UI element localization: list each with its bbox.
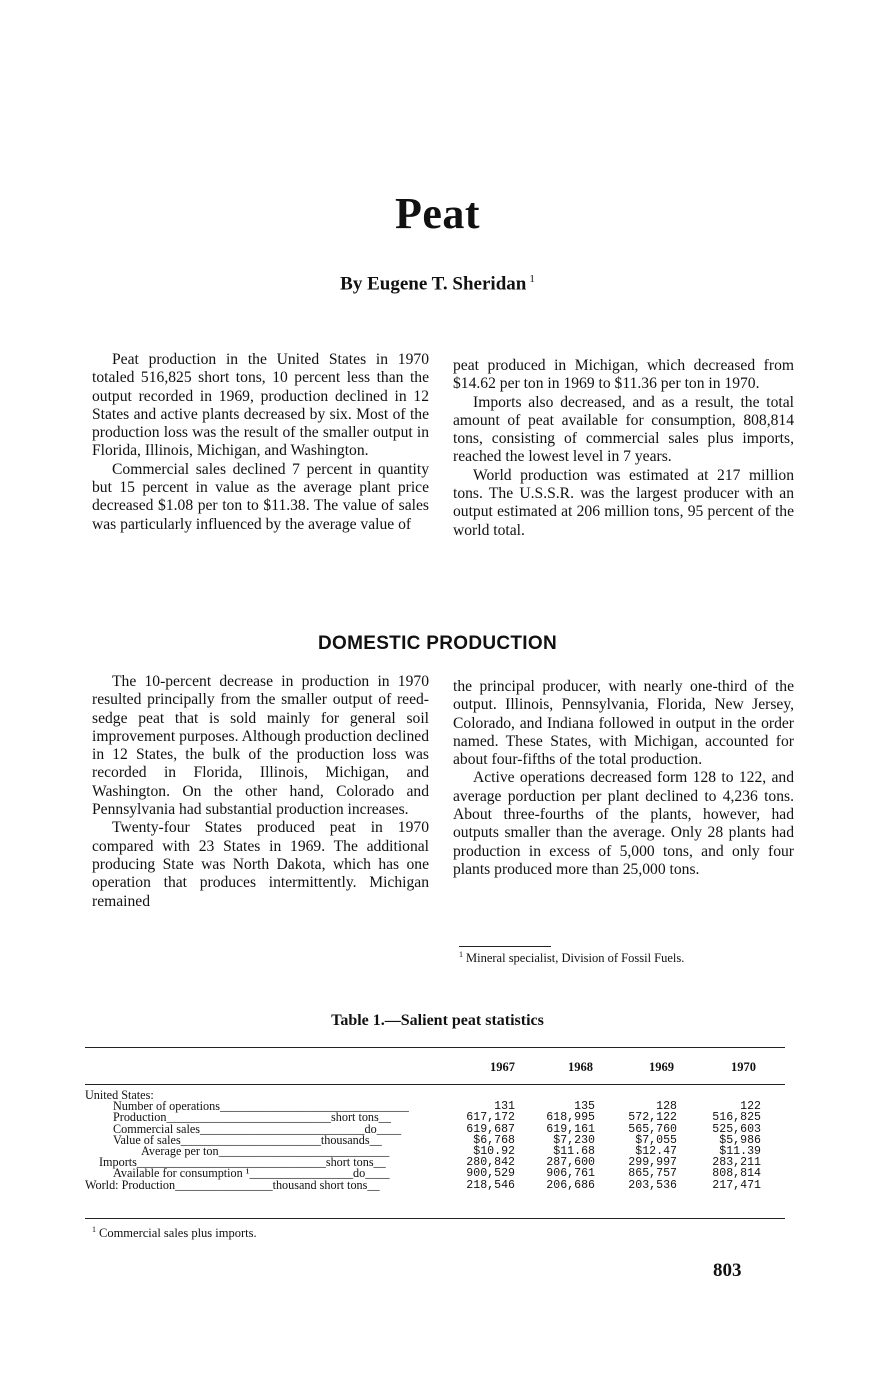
intro-paragraph: World production was estimated at 217 million tons. The U.S.S.R. was the largest producer with an output estimated at 206 million tons, 95 percent of the world total. xyxy=(453,466,794,539)
row-label: Number of operations_______________________________ xyxy=(113,1099,409,1114)
byline xyxy=(0,273,875,295)
domestic-paragraph: Active operations decreased form 128 to 122, and average porduction per plant declined to 4,236 tons. About three-fourths of the plants, however, had outputs smaller than the average. Only 28 plants had production in excess of 5,000 tons, and only four plants produced more than 25,000 tons. xyxy=(453,769,794,878)
table-cell: $10.92 xyxy=(473,1145,515,1158)
table-cell: $7,230 xyxy=(553,1133,595,1147)
table-cell: 525,603 xyxy=(712,1122,761,1136)
table-cell: 287,600 xyxy=(546,1156,595,1170)
row-label: Value of sales_______________________thousands__ xyxy=(113,1132,382,1147)
column-header-1967: 1967 xyxy=(490,1060,515,1074)
row-label: United States: xyxy=(85,1088,154,1102)
table-header-rule xyxy=(85,1084,785,1085)
row-label: Commercial sales___________________________do____ xyxy=(113,1121,402,1136)
table-cell: 128 xyxy=(656,1100,677,1114)
footnote-text: Mineral specialist, Division of Fossil Fuels. xyxy=(466,951,685,966)
table-cell: 619,687 xyxy=(466,1122,515,1136)
table-cell: 565,760 xyxy=(628,1122,677,1136)
intro-left-column xyxy=(92,351,429,534)
domestic-paragraph: The 10-percent decrease in production in 1970 resulted principally from the smaller output of reed-sedge peat that is sold mainly for general soil improvement purposes. Although production declined in 12 States, the bulk of the production loss was recorded in Florida, Illinois, Michigan, and Washington. On the other hand, Colorado and Pennsylvania had substantial production increases. xyxy=(92,673,429,819)
row-label: Average per ton____________________________ xyxy=(141,1144,390,1158)
table-cell: 218,546 xyxy=(466,1178,515,1192)
table-cell: 217,471 xyxy=(712,1178,761,1192)
author-name: By Eugene T. Sheridan xyxy=(340,273,527,295)
footnote-divider xyxy=(459,946,551,947)
table-cell: 572,122 xyxy=(628,1111,677,1125)
table-caption: Table 1.—Salient peat statistics xyxy=(331,1012,544,1029)
column-header-1969: 1969 xyxy=(649,1060,674,1074)
domestic-right-column xyxy=(453,678,794,879)
byline-footnote-mark: 1 xyxy=(529,273,535,285)
footnote-author xyxy=(459,950,684,966)
intro-paragraph: Imports also decreased, and as a result, the total amount of peat available for consumption, 808,814 tons, consisting of commercial sales plus imports, reached the lowest level in 7 years. xyxy=(453,393,794,466)
row-label: World: Production________________thousand short tons__ xyxy=(85,1177,380,1192)
table-cell: $6,768 xyxy=(473,1133,515,1147)
table-cell: 280,842 xyxy=(466,1156,515,1170)
table-cell: 131 xyxy=(494,1100,515,1114)
table-cell: 135 xyxy=(574,1100,595,1114)
intro-paragraph: Peat production in the United States in 1970 totaled 516,825 short tons, 10 percent less than the output recorded in 1969, production declined in 12 States and active plants decreased by six. Most of the production loss was the result of the smaller output in Florida, Illinois, Michigan, and Washington. xyxy=(92,351,429,460)
table-cell: 299,997 xyxy=(628,1156,677,1170)
table-bottom-rule xyxy=(85,1218,785,1219)
row-label: Available for consumption ¹_________________do____ xyxy=(113,1166,390,1181)
table-top-rule xyxy=(85,1047,785,1048)
table-cell: 203,536 xyxy=(628,1178,677,1192)
domestic-paragraph: Twenty-four States produced peat in 1970 compared with 23 States in 1969. The additional producing State was North Dakota, which has one operation that produces intermittently. Michigan remained xyxy=(92,819,429,910)
page-title: Peat xyxy=(394,189,481,238)
column-header-1968: 1968 xyxy=(568,1060,593,1074)
table-cell: $11.68 xyxy=(553,1145,595,1158)
intro-paragraph: Commercial sales declined 7 percent in quantity but 15 percent in value as the average plant price decreased $1.08 per ton to $11.38. The value of sales was particularly influenced by the average value of xyxy=(92,460,429,533)
domestic-left-column xyxy=(92,673,429,911)
table-cell: 617,172 xyxy=(466,1111,515,1125)
domestic-paragraph: the principal producer, with nearly one-third of the output. Illinois, Pennsylvania, Florida, New Jersey, Colorado, and Indiana followed in output in the order named. These States, with Michigan, accounted for about four-fifths of the total production. xyxy=(453,678,794,769)
table-footnote xyxy=(92,1225,257,1241)
table-cell: 618,995 xyxy=(546,1111,595,1125)
table-cell: $7,055 xyxy=(635,1133,677,1147)
table-cell: $11.39 xyxy=(719,1145,761,1158)
table-cell: 865,757 xyxy=(628,1167,677,1181)
page-number: 803 xyxy=(713,1260,742,1281)
table-cell: 808,814 xyxy=(712,1167,761,1181)
intro-right-column xyxy=(453,357,794,540)
table-cell: 516,825 xyxy=(712,1111,761,1125)
table-cell: $12.47 xyxy=(635,1145,677,1158)
section-heading: DOMESTIC PRODUCTION xyxy=(318,633,557,654)
table-cell: 122 xyxy=(740,1100,761,1114)
footnote-text: Commercial sales plus imports. xyxy=(99,1226,257,1241)
table-cell: 206,686 xyxy=(546,1178,595,1192)
table-cell: 900,529 xyxy=(466,1167,515,1181)
table-cell: 283,211 xyxy=(712,1156,761,1170)
column-header-1970: 1970 xyxy=(731,1060,756,1074)
row-label: Imports_______________________________short tons__ xyxy=(99,1155,386,1170)
footnote-mark: 1 xyxy=(459,950,463,959)
table-cell: 906,761 xyxy=(546,1167,595,1181)
footnote-mark: 1 xyxy=(92,1225,96,1234)
intro-paragraph: peat produced in Michigan, which decreased from $14.62 per ton in 1969 to $11.36 per ton in 1970. xyxy=(453,357,794,393)
row-label: Production___________________________short tons__ xyxy=(113,1110,391,1125)
table-cell: 619,161 xyxy=(546,1122,595,1136)
table-row xyxy=(85,1177,785,1192)
table-cell: $5,986 xyxy=(719,1133,761,1147)
